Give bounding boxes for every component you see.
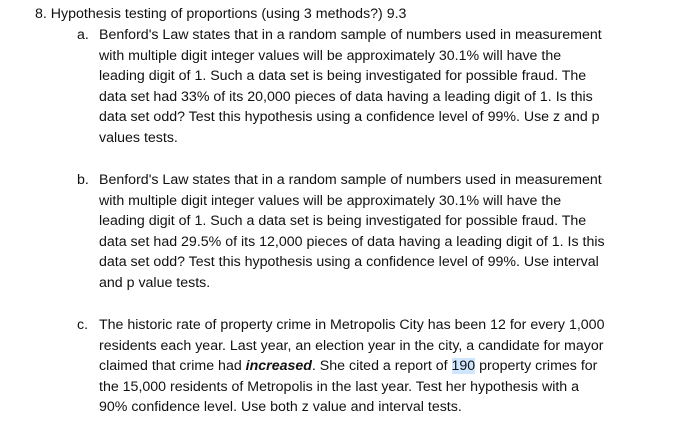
part-a-letter: a. bbox=[77, 27, 89, 43]
part-c-letter: c. bbox=[77, 317, 89, 333]
emphasized-word: increased bbox=[245, 358, 312, 375]
text-line: data set had 33% of its 20,000 pieces of data having a leading digit of 1. Is this bbox=[99, 88, 593, 105]
question-title: 8. Hypothesis testing of proportions (using 3 methods?) 9.3 bbox=[35, 6, 407, 22]
text-line: with multiple digit integer values will be approximately 30.1% will have the bbox=[99, 47, 562, 64]
text-segment: property crimes for bbox=[475, 358, 598, 375]
text-line: the 15,000 residents of Metropolis in the last year. Test her hypothesis with a bbox=[99, 378, 580, 395]
text-line: 90% confidence level. Use both z value and interval tests. bbox=[99, 399, 462, 416]
part-a-text bbox=[99, 25, 602, 149]
text-line: Benford's Law states that in a random sample of numbers used in measurement bbox=[99, 172, 602, 188]
highlighted-number[interactable]: 190 bbox=[451, 358, 476, 375]
text-line: residents each year. Last year, an election year in the city, a candidate for mayor bbox=[99, 337, 604, 354]
part-c-text bbox=[99, 315, 604, 418]
text-line: data set had 29.5% of its 12,000 pieces of data having a leading digit of 1. Is this bbox=[99, 233, 605, 250]
text-segment: claimed that crime had bbox=[99, 358, 246, 375]
text-line: The historic rate of property crime in Metropolis City has been 12 for every 1,000 bbox=[99, 317, 605, 333]
text-line: data set odd? Test this hypothesis using a confidence level of 99%. Use interval bbox=[99, 254, 599, 271]
part-b-letter: b. bbox=[77, 172, 89, 188]
text-line: leading digit of 1. Such a data set is being investigated for possible fraud. The bbox=[99, 213, 587, 230]
text-line-with-emphasis bbox=[99, 356, 604, 377]
text-line: and p value tests. bbox=[99, 274, 211, 291]
text-line: data set odd? Test this hypothesis using a confidence level of 99%. Use z and p bbox=[99, 109, 600, 126]
text-line: with multiple digit integer values will be approximately 30.1% will have the bbox=[99, 192, 562, 209]
text-line: values tests. bbox=[99, 129, 178, 146]
text-line: leading digit of 1. Such a data set is being investigated for possible fraud. The bbox=[99, 68, 587, 85]
text-line: Benford's Law states that in a random sample of numbers used in measurement bbox=[99, 27, 602, 43]
part-b-text bbox=[99, 170, 605, 294]
text-segment: . She cited a report of bbox=[311, 358, 452, 375]
